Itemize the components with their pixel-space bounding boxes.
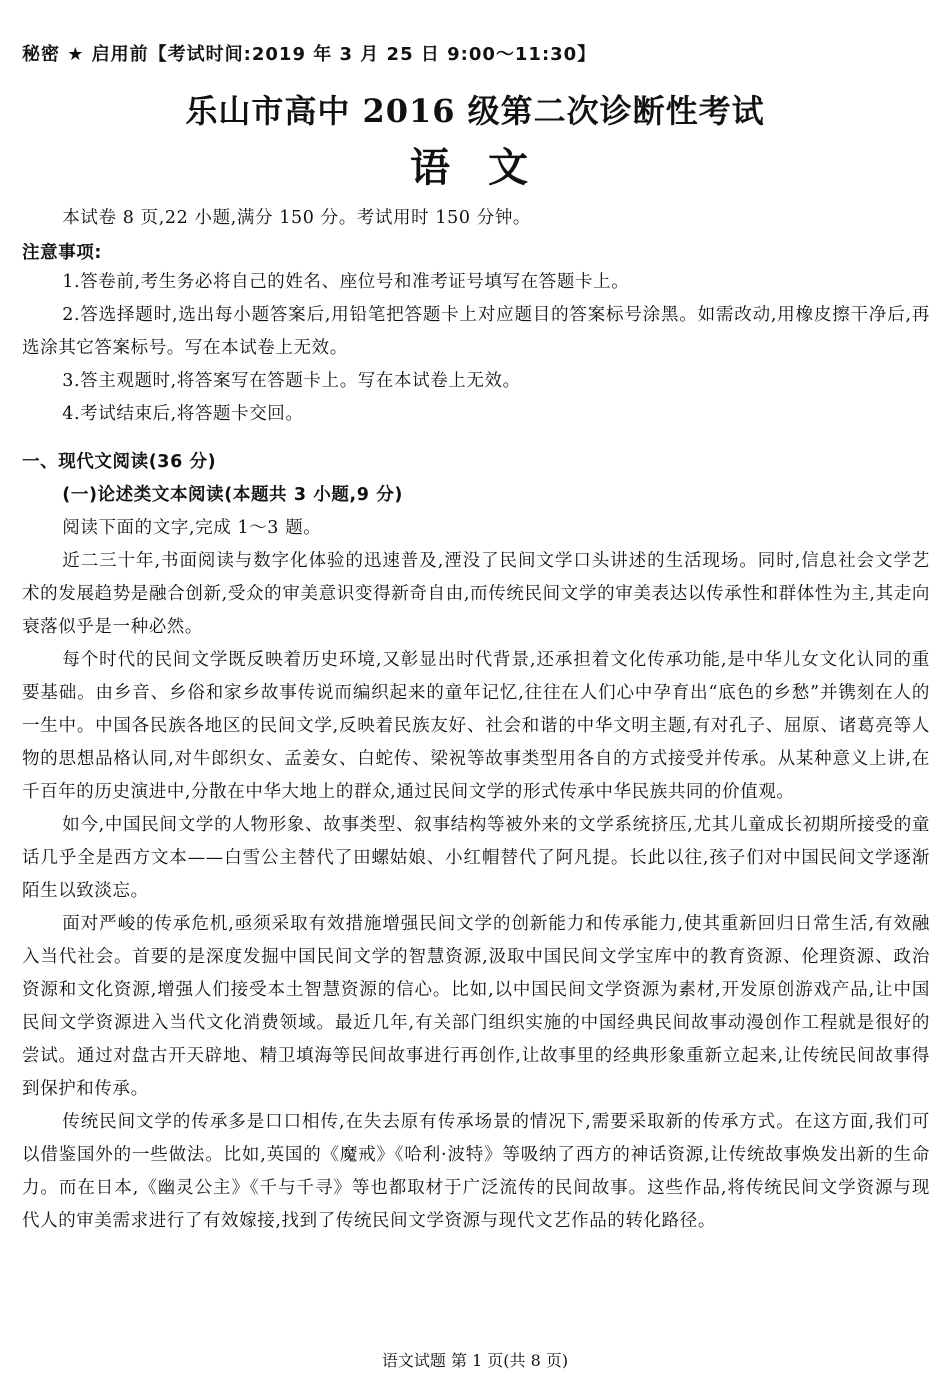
confidential-line: 秘密 ★ 启用前【考试时间:2019 年 3 月 25 日 9:00～11:30】	[22, 44, 597, 65]
notice-item: 1.答卷前,考生务必将自己的姓名、座位号和准考证号填写在答题卡上。	[62, 272, 630, 292]
notice-item: 2.答选择题时,选出每小题答案后,用铅笔把答题卡上对应题目的答案标号涂黑。如需改动,用橡皮擦干净后,再选涂其它答案标号。写在本试卷上无效。	[22, 305, 930, 358]
intro-block	[22, 202, 930, 235]
intro-text: 本试卷 8 页,22 小题,满分 150 分。考试用时 150 分钟。	[62, 208, 532, 228]
article-paragraph: 如今,中国民间文学的人物形象、故事类型、叙事结构等被外来的文学系统挤压,尤其儿童成长初期所接受的童话几乎全是西方文本——白雪公主替代了田螺姑娘、小红帽替代了阿凡提。长此以往,孩子们对中国民间文学逐渐陌生以致淡忘。	[22, 815, 930, 901]
notice-item: 4.考试结束后,将答题卡交回。	[62, 404, 304, 424]
section-heading: 一、现代文阅读(36 分)	[22, 452, 217, 472]
notice-block	[22, 237, 930, 431]
article-paragraph: 近二三十年,书面阅读与数字化体验的迅速普及,湮没了民间文学口头讲述的生活现场。同时,信息社会文学艺术的发展趋势是融合创新,受众的审美意识变得新奇自由,而传统民间文学的审美表达以传承性和群体性为主,其走向衰落似乎是一种必然。	[22, 551, 930, 637]
page-footer: 语文试题 第 1 页(共 8 页)	[381, 1351, 569, 1370]
notice-item: 3.答主观题时,将答案写在答题卡上。写在本试卷上无效。	[62, 371, 521, 391]
subject-title: 语 文	[410, 145, 540, 191]
article-paragraph: 传统民间文学的传承多是口口相传,在失去原有传承场景的情况下,需要采取新的传承方式。在这方面,我们可以借鉴国外的一些做法。比如,英国的《魔戒》《哈利·波特》等吸纳了西方的神话资源,让传统故事焕发出新的生命力。而在日本,《幽灵公主》《千与千寻》等也都取材于广泛流传的民间故事。这些作品,将传统民间文学资源与现代人的审美需求进行了有效嫁接,找到了传统民间文学资源与现代文艺作品的转化路径。	[22, 1112, 930, 1231]
section-block	[22, 446, 930, 1238]
reading-instruction: 阅读下面的文字,完成 1～3 题。	[62, 518, 322, 538]
notice-heading: 注意事项:	[22, 243, 102, 263]
article-paragraph: 面对严峻的传承危机,亟须采取有效措施增强民间文学的创新能力和传承能力,使其重新回归日常生活,有效融入当代社会。首要的是深度发掘中国民间文学的智慧资源,汲取中国民间文学宝库中的教育资源、伦理资源、政治资源和文化资源,增强人们接受本土智慧资源的信心。比如,以中国民间文学资源为素材,开发原创游戏产品,让中国民间文学资源进入当代文化消费领域。最近几年,有关部门组织实施的中国经典民间故事动漫创作工程就是很好的尝试。通过对盘古开天辟地、精卫填海等民间故事进行再创作,让故事里的经典形象重新立起来,让传统民间故事得到保护和传承。	[22, 914, 930, 1099]
section-subheading: (一)论述类文本阅读(本题共 3 小题,9 分)	[62, 485, 403, 505]
exam-title: 乐山市高中 2016 级第二次诊断性考试	[185, 92, 765, 130]
article-paragraph: 每个时代的民间文学既反映着历史环境,又彰显出时代背景,还承担着文化传承功能,是中华儿女文化认同的重要基础。由乡音、乡俗和家乡故事传说而编织起来的童年记忆,往往在人们心中孕育出“底色的乡愁”并镌刻在人的一生中。中国各民族各地区的民间文学,反映着民族友好、社会和谐的中华文明主题,有对孔子、屈原、诸葛亮等人物的思想品格认同,对牛郎织女、孟姜女、白蛇传、梁祝等故事类型用各自的方式接受并传承。从某种意义上讲,在千百年的历史演进中,分散在中华大地上的群众,通过民间文学的形式传承中华民族共同的价值观。	[22, 650, 930, 802]
